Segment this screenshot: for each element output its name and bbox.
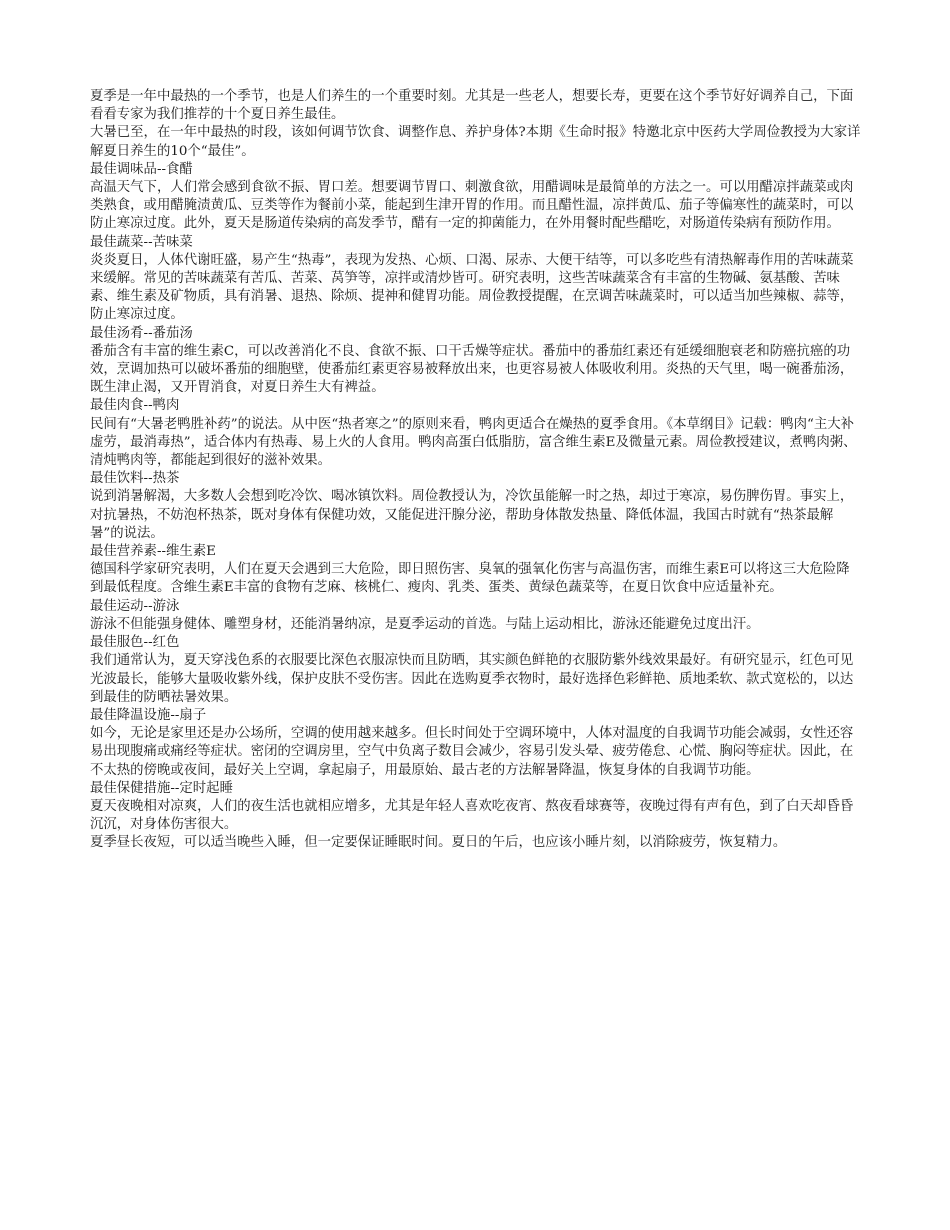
section-heading: 最佳运动--游泳 xyxy=(90,598,180,614)
section-heading: 最佳保健措施--定时起睡 xyxy=(90,780,233,796)
section-body: 高温天气下，人们常会感到食欲不振、胃口差。想要调节胃口、刺激食欲，用醋调味是最简单的方法之一。可以用醋凉拌蔬菜或肉类熟食，或用醋腌渍黄瓜、豆类等作为餐前小菜，能起到生津开胃的作用。而且醋性温，凉拌黄瓜、茄子等偏寒性的蔬菜时，可以防止寒凉过度。此外，夏天是肠道传染病的高发季节，醋有一定的抑菌能力，在外用餐时配些醋吃，对肠道传染病有预防作用。 xyxy=(90,180,854,232)
closing-paragraph: 夏季昼长夜短，可以适当晚些入睡，但一定要保证睡眠时间。夏日的午后，也应该小睡片刻，以消除疲劳，恢复精力。 xyxy=(90,835,787,851)
document-body xyxy=(90,88,862,853)
section-body: 德国科学家研究表明，人们在夏天会遇到三大危险，即日照伤害、臭氧的强氧化伤害与高温伤害，而维生素E可以将这三大危险降到最低程度。含维生素E丰富的食物有芝麻、核桃仁、瘦肉、乳类、蛋类、黄绿色蔬菜等，在夏日饮食中应适量补充。 xyxy=(90,562,850,596)
section-heading: 最佳汤肴--番茄汤 xyxy=(90,325,193,341)
section-body: 民间有“大暑老鸭胜补药”的说法。从中医“热者寒之”的原则来看，鸭肉更适合在燥热的夏季食用。《本草纲目》记载：鸭肉“主大补虚劳，最消毒热”，适合体内有热毒、易上火的人食用。鸭肉高蛋白低脂肪，富含维生素E及微量元素。周俭教授建议，煮鸭肉粥、清炖鸭肉等，都能起到很好的滋补效果。 xyxy=(90,416,857,469)
section-heading: 最佳服色--红色 xyxy=(90,635,180,651)
section-heading: 最佳降温设施--扇子 xyxy=(90,707,207,723)
section-body: 炎炎夏日，人体代谢旺盛，易产生“热毒”，表现为发热、心烦、口渴、尿赤、大便干结等，可以多吃些有清热解毒作用的苦味蔬菜来缓解。常见的苦味蔬菜有苦瓜、苦菜、莴笋等，凉拌或清炒皆可。研究表明，这些苦味蔬菜含有丰富的生物碱、氨基酸、苦味素、维生素及矿物质，具有消暑、退热、除烦、提神和健胃功能。周俭教授提醒，在烹调苦味蔬菜时，可以适当加些辣椒、蒜等，防止寒凉过度。 xyxy=(90,252,854,323)
section-heading: 最佳饮料--热茶 xyxy=(90,471,180,487)
section-heading: 最佳肉食--鸭肉 xyxy=(90,398,180,414)
section-body: 如今，无论是家里还是办公场所，空调的使用越来越多。但长时间处于空调环境中，人体对温度的自我调节功能会减弱，女性还容易出现腹痛或痛经等症状。密闭的空调房里，空气中负离子数目会减少，容易引发头晕、疲劳倦怠、心慌、胸闷等症状。因此，在不太热的傍晚或夜间，最好关上空调，拿起扇子，用最原始、最古老的方法解暑降温，恢复身体的自我调节功能。 xyxy=(90,726,854,778)
section-heading: 最佳蔬菜--苦味菜 xyxy=(90,234,193,250)
section-body: 夏天夜晚相对凉爽，人们的夜生活也就相应增多，尤其是年轻人喜欢吃夜宵、熬夜看球赛等，夜晚过得有声有色，到了白天却昏昏沉沉，对身体伤害很大。 xyxy=(90,798,854,833)
section-body: 我们通常认为，夏天穿浅色系的衣服要比深色衣服凉快而且防晒，其实颜色鲜艳的衣服防紫外线效果最好。有研究显示，红色可见光波最长，能够大量吸收紫外线，保护皮肤不受伤害。因此在选购夏季衣物时，最好选择色彩鲜艳、质地柔软、款式宽松的，以达到最佳的防晒祛暑效果。 xyxy=(90,653,854,705)
section-body: 游泳不但能强身健体、雕塑身材，还能消暑纳凉，是夏季运动的首选。与陆上运动相比，游泳还能避免过度出汗。 xyxy=(90,616,760,632)
section-heading: 最佳营养素--维生素E xyxy=(90,544,216,560)
section-body: 番茄含有丰富的维生素C，可以改善消化不良、食欲不振、口干舌燥等症状。番茄中的番茄红素还有延缓细胞衰老和防癌抗癌的功效，烹调加热可以破坏番茄的细胞壁，使番茄红素更容易被释放出来，也更容易被人体吸收利用。炎热的天气里，喝一碗番茄汤，既生津止渴，又开胃消食，对夏日养生大有裨益。 xyxy=(90,343,854,396)
intro-paragraph: 大暑已至，在一年中最热的时段，该如何调节饮食、调整作息、养护身体?本期《生命时报》特邀北京中医药大学周俭教授为大家详解夏日养生的10个“最佳”。 xyxy=(90,125,861,159)
section-heading: 最佳调味品--食醋 xyxy=(90,161,193,177)
intro-paragraph: 夏季是一年中最热的一个季节，也是人们养生的一个重要时刻。尤其是一些老人，想要长寿，更要在这个季节好好调养自己，下面看看专家为我们推荐的十个夏日养生最佳。 xyxy=(90,89,854,123)
section-body: 说到消暑解渴，大多数人会想到吃冷饮、喝冰镇饮料。周俭教授认为，冷饮虽能解一时之热，却过于寒凉，易伤脾伤胃。事实上，对抗暑热，不妨泡杯热茶，既对身体有保健功效，又能促进汗腺分泌，帮助身体散发热量、降低体温，我国古时就有“热茶最解暑”的说法。 xyxy=(90,489,854,541)
